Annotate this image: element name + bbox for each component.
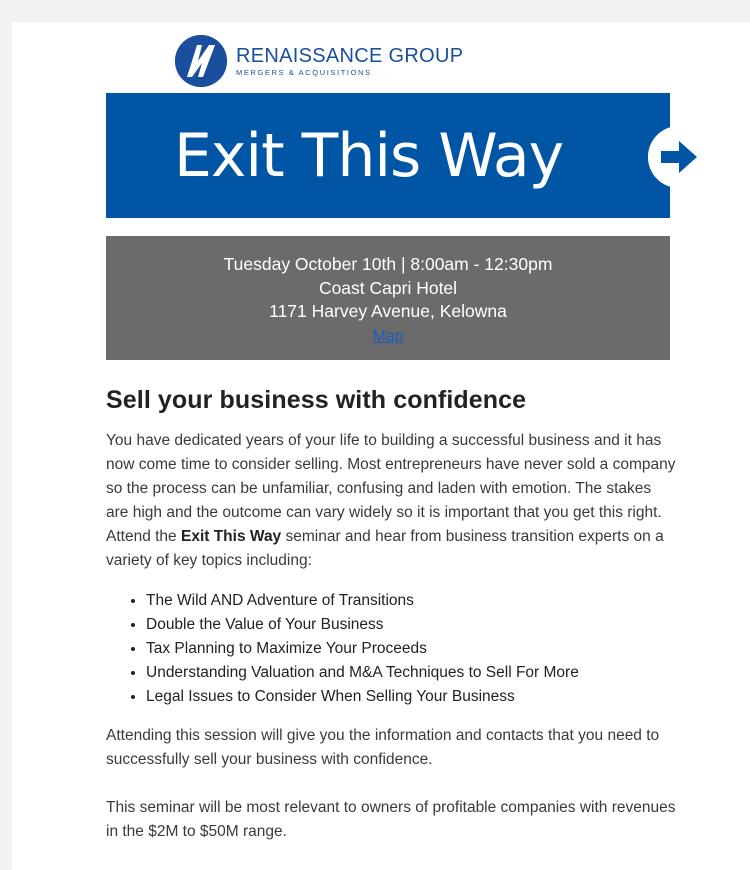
logo-mark-icon — [175, 35, 227, 87]
exit-this-way-banner[interactable] — [106, 93, 670, 218]
event-details-box — [106, 236, 670, 360]
intro-paragraph — [106, 429, 676, 573]
list-item: • Tax Planning to Maximize Your Proceeds — [146, 637, 676, 661]
relevance-paragraph: This seminar will be most relevant to owners of profitable companies with revenues in the $2M to $50M range. — [106, 799, 676, 840]
event-venue: Coast Capri Hotel — [318, 277, 458, 298]
event-date-time: Tuesday October 10th | 8:00am - 12:30pm — [223, 254, 553, 274]
brand-name: RENAISSANCE GROUP — [236, 44, 464, 67]
banner-title: Exit This Way — [174, 120, 564, 191]
attending-paragraph: Attending this session will give you the information and contacts that you need to successfully sell your business with confidence. — [106, 727, 660, 768]
intro-text-end: seminar and hear from business transition experts on a variety of key topics including: — [106, 528, 664, 569]
article-heading: Sell your business with confidence — [106, 386, 527, 414]
list-item: • The Wild AND Adventure of Transitions — [146, 589, 676, 613]
list-item: • Understanding Valuation and M&A Techniques to Sell For More — [146, 661, 676, 685]
renaissance-group-logo[interactable] — [175, 35, 463, 87]
list-item: • Double the Value of Your Business — [146, 613, 676, 637]
brand-tagline: MERGERS & ACQUISITIONS — [236, 67, 372, 77]
event-address: 1171 Harvey Avenue, Kelowna — [269, 301, 507, 321]
topics-list — [106, 589, 676, 709]
list-item: • Legal Issues to Consider When Selling Your Business — [146, 685, 676, 709]
arrow-right-circle-icon — [648, 126, 710, 188]
article — [106, 386, 676, 844]
intro-text-start: You have dedicated years of your life to building a successful business and it has now come time to consider selling. Most entrepreneurs have never sold a company so the process can be unfamiliar, confusing and laden with emotion. The stakes are high and the outcome can vary widely so it is important that you get this right. Attend the — [106, 432, 676, 545]
map-link[interactable]: Map — [372, 327, 404, 345]
intro-bold-seminar-name: Exit This Way — [180, 528, 282, 545]
